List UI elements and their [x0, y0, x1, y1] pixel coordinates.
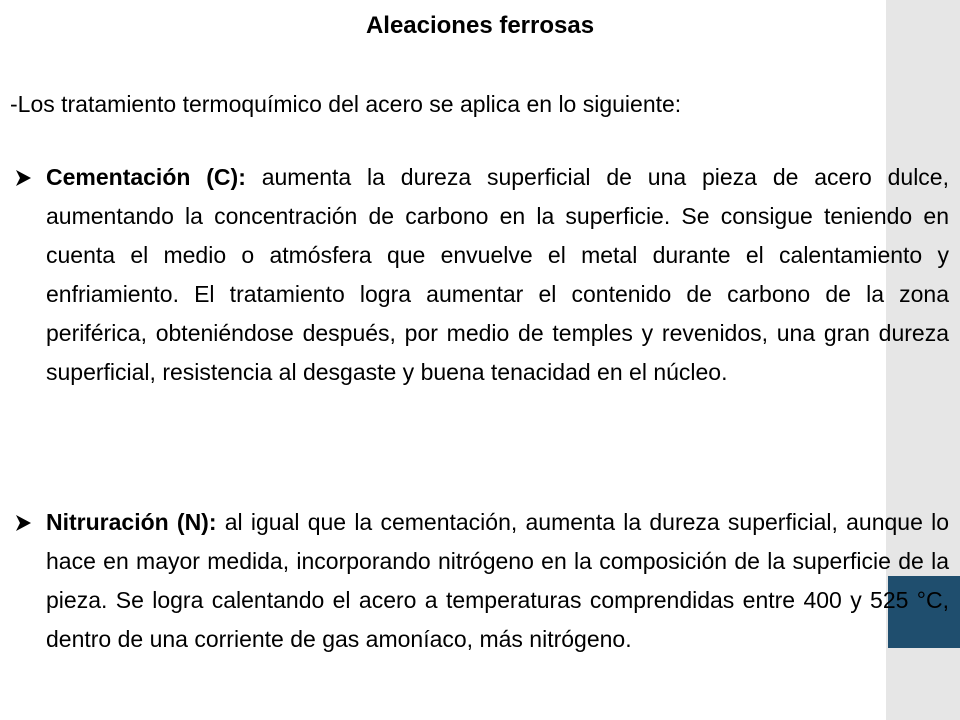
bullet-nitruracion [46, 503, 949, 659]
bullet-text: al igual que la cementación, aumenta la dureza superficial, aunque lo hace en mayor medida, incorporando nitrógeno en la composición de la superficie de la pieza. Se logra calentando el acero a temperaturas comprendidas entre 400 y 525 °C, dentro de una corriente de gas amoníaco, más nitrógeno. [46, 509, 949, 652]
slide-title: Aleaciones ferrosas [365, 12, 595, 39]
bullet-cementacion [46, 158, 949, 392]
bullet-term: Nitruración (N): [46, 509, 217, 535]
bullet-term: Cementación (C): [46, 164, 246, 190]
arrowhead-bullet-icon [12, 503, 34, 542]
intro-text: -Los tratamiento termoquímico del acero se aplica en lo siguiente: [10, 91, 682, 117]
bullet-text: aumenta la dureza superficial de una pieza de acero dulce, aumentando la concentración de carbono en la superficie. Se consigue teniendo en cuenta el medio o atmósfera que envuelve el metal durante el calentamiento y enfriamiento. El tratamiento logra aumentar el contenido de carbono de la zona periférica, obteniéndose después, por medio de temples y revenidos, una gran dureza superficial, resistencia al desgaste y buena tenacidad en el núcleo. [46, 164, 949, 385]
arrowhead-bullet-icon [12, 158, 34, 197]
